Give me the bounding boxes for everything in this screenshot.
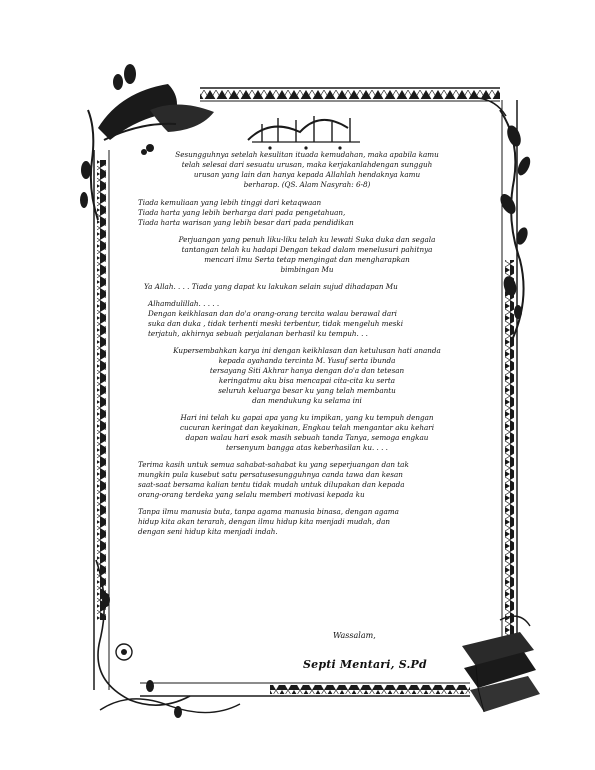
kupersembahkan-line: kepada ayahanda tercinta M. Yusuf serta ibunda bbox=[218, 356, 396, 365]
kupersembahkan-line: Kupersembahkan karya ini dengan keikhlasan dan ketulusan hati ananda bbox=[173, 346, 441, 355]
hari-ini-line: cucuran keringat dan keyakinan, Engkau telah mengantar aku kehari bbox=[179, 423, 435, 432]
book-stack-icon bbox=[462, 616, 540, 712]
terima-kasih-line: orang-orang terdeka yang selalu memberi motivasi kepada ku bbox=[138, 490, 365, 499]
terima-kasih-line: saat-saat bersama kalian tentu tidak mudah untuk dilupakan dan kepada bbox=[138, 480, 405, 489]
tanpa-ilmu-line: dengan seni hidup kita menjadi indah. bbox=[138, 527, 278, 536]
terima-kasih-line: mungkin pula kusebut satu persatusesungguhnya canda tawa dan kesan bbox=[138, 470, 403, 479]
hari-ini-line: tersenyum bangga atas keberhasilan ku. . . . bbox=[226, 443, 388, 452]
perjuangan-line: mencari ilmu Serta tetap mengingat dan mengharapkan bbox=[204, 255, 410, 264]
top-border bbox=[200, 88, 500, 101]
dengan-line: terjatuh, akhirnya sebuah perjalanan berhasil ku tempuh. . . bbox=[148, 329, 368, 338]
dengan-line: suka dan duka , tidak terhenti meski terbentur, tidak mengeluh meski bbox=[148, 319, 404, 328]
signature: Septi Mentari, S.Pd bbox=[303, 658, 427, 671]
kupersembahkan-line: dan mendukung ku selama ini bbox=[252, 396, 362, 405]
dengan-line: Dengan keikhlasan dan do'a orang-orang tercita walau berawal dari bbox=[148, 309, 397, 318]
perjuangan-section bbox=[138, 235, 476, 275]
quran-quote bbox=[138, 150, 476, 190]
dedication-text bbox=[138, 150, 476, 544]
kupersembahkan-section bbox=[138, 346, 476, 406]
perjuangan-line: Perjuangan yang penuh liku-liku telah ku lewati Suka duka dan segala bbox=[178, 235, 436, 244]
quran-quote-line: urusan yang lain dan hanya kepada Allahlah hendaknya kamu bbox=[193, 170, 421, 179]
terima-kasih-section bbox=[138, 460, 476, 500]
bottom-border bbox=[140, 683, 470, 696]
tiada-section bbox=[138, 198, 476, 228]
ya-allah-section bbox=[138, 282, 476, 292]
quran-quote-line: berharap. (QS. Alam Nasyrah: 6-8) bbox=[243, 180, 371, 189]
ya-allah-line: Ya Allah. . . . Tiada yang dapat ku lakukan selain sujud dihadapan Mu bbox=[144, 282, 398, 291]
perjuangan-line: tantangan telah ku hadapi Dengan tekad dalam menelusuri pahitnya bbox=[181, 245, 433, 254]
tanpa-ilmu-line: Tanpa ilmu manusia buta, tanpa agama manusia binasa, dengan agama bbox=[138, 507, 399, 516]
quran-quote-line: Sesungguhnya setelah kesulitan ituada kemudahan, maka apabila kamu bbox=[175, 150, 439, 159]
perjuangan-line: bimbingan Mu bbox=[280, 265, 334, 274]
tanpa-ilmu-section bbox=[138, 507, 476, 537]
terima-kasih-line: Terima kasih untuk semua sahabat-sahabat ku yang seperjuangan dan tak bbox=[138, 460, 409, 469]
kupersembahkan-line: keringatmu aku bisa mencapai cita-cita ku serta bbox=[218, 376, 396, 385]
scroll-ornament-icon bbox=[96, 560, 240, 718]
basmala-calligraphy-icon bbox=[248, 116, 360, 150]
hari-ini-section bbox=[138, 413, 476, 453]
hari-ini-line: dapan walau hari esok masih sebuah tanda Tanya, semoga engkau bbox=[185, 433, 429, 442]
alhamdulillah-line: Alhamdulillah. . . . . bbox=[148, 299, 220, 308]
closing-text: Wassalam, bbox=[333, 631, 376, 640]
tiada-line: Tiada kemuliaan yang lebih tinggi dari ketaqwaan bbox=[138, 198, 322, 207]
quran-quote-line: telah selesai dari sesuatu urusan, maka kerjakanlahdengan sungguh bbox=[181, 160, 433, 169]
tiada-line: Tiada harta warisan yang lebih besar dari pada pendidikan bbox=[138, 218, 354, 227]
kupersembahkan-line: tersayang Siti Akhrar hanya dengan do'a dan tetesan bbox=[209, 366, 405, 375]
tanpa-ilmu-line: hidup kita akan terarah, dengan ilmu hidup kita menjadi mudah, dan bbox=[138, 517, 390, 526]
kupersembahkan-line: seluruh keluarga besar ku yang telah membantu bbox=[218, 386, 396, 395]
left-border bbox=[94, 150, 109, 690]
alhamdulillah-section bbox=[138, 299, 476, 339]
tiada-line: Tiada harta yang lebih berharga dari pada pengetahuan, bbox=[138, 208, 346, 217]
hari-ini-line: Hari ini telah ku gapai apa yang ku impikan, yang ku tempuh dengan bbox=[180, 413, 434, 422]
